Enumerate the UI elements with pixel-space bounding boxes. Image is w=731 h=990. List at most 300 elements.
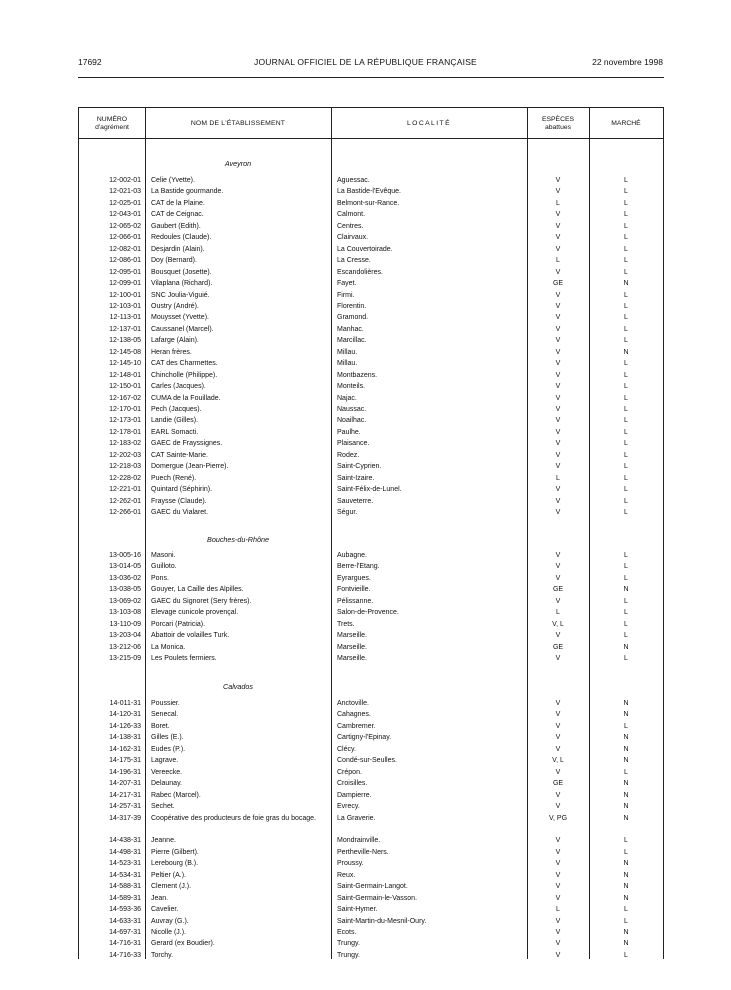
nom-cell: Landie (Gilles).	[151, 417, 199, 425]
especes-cell: GE	[552, 586, 564, 594]
nom-cell: Auvray (G.).	[151, 917, 189, 925]
localite-cell: Rodez.	[337, 451, 360, 459]
nom-cell: Gouyer, La Caille des Alpilles.	[151, 586, 244, 594]
marche-cell: N	[623, 586, 629, 594]
marche-cell: L	[624, 428, 628, 436]
table-row	[79, 767, 663, 779]
header-numero-line2: d'agrément	[95, 123, 129, 131]
nom-cell: Vilaplana (Richard).	[151, 280, 213, 288]
especes-cell: V	[555, 486, 561, 494]
nom-cell: CAT Sainte-Marie.	[151, 451, 208, 459]
marche-cell: L	[624, 314, 628, 322]
table-row	[79, 209, 663, 221]
localite-cell: Fayet.	[337, 280, 357, 288]
marche-cell: L	[624, 655, 628, 663]
localite-cell: Clairvaux.	[337, 234, 369, 242]
marche-cell: L	[624, 451, 628, 459]
header-numero-line1: NUMÉRO	[96, 116, 128, 123]
localite-cell: Noailhac.	[337, 417, 367, 425]
especes-cell: V	[555, 440, 561, 448]
table-row	[79, 630, 663, 642]
page-number: 17692	[78, 57, 102, 67]
marche-cell: N	[623, 711, 629, 719]
table-row	[79, 484, 663, 496]
localite-cell: Centres.	[337, 222, 364, 230]
department-heading: Bouches-du-Rhône	[207, 535, 269, 544]
table-row	[79, 790, 663, 802]
especes-cell: GE	[552, 643, 564, 651]
marche-cell: L	[624, 497, 628, 505]
department-heading: Aveyron	[224, 159, 252, 168]
table-row	[79, 335, 663, 347]
table-row	[79, 415, 663, 427]
numero-cell: 12-002-01	[109, 177, 141, 184]
table-row	[79, 244, 663, 256]
especes-cell: V	[555, 597, 561, 605]
page-header	[0, 57, 731, 71]
numero-cell: 12-025-01	[109, 199, 141, 207]
table-row	[79, 232, 663, 244]
marche-cell: L	[624, 360, 628, 368]
nom-cell: Poussier.	[151, 700, 180, 707]
especes-cell: V, PG	[548, 814, 568, 822]
localite-cell: Trungy.	[337, 940, 360, 948]
marche-cell: L	[624, 245, 628, 253]
nom-cell: Jean.	[151, 894, 169, 902]
numero-cell: 12-043-01	[109, 211, 141, 219]
especes-cell: V	[555, 463, 561, 471]
nom-cell: Porcari (Patricia).	[151, 620, 206, 628]
especes-cell: V	[555, 417, 561, 425]
marche-cell: L	[624, 463, 628, 471]
marche-cell: L	[624, 371, 628, 379]
numero-cell: 12-202-03	[109, 451, 141, 459]
especes-cell: V	[555, 406, 561, 413]
table-row	[79, 847, 663, 859]
localite-cell: Marseille.	[337, 632, 367, 640]
numero-cell: 12-145-10	[109, 360, 141, 368]
nom-cell: Chincholle (Philippe).	[151, 371, 218, 379]
nom-cell: Lerebourg (B.).	[151, 860, 199, 868]
nom-cell: Puech (René).	[151, 474, 197, 482]
marche-cell: N	[623, 643, 629, 651]
nom-cell: GAEC de Frayssignes.	[151, 440, 223, 448]
table-row	[79, 324, 663, 336]
marche-cell: N	[623, 734, 629, 742]
localite-cell: Salon-de-Provence.	[337, 609, 399, 617]
numero-cell: 14-257-31	[109, 803, 141, 811]
especes-cell: V	[555, 383, 561, 391]
especes-cell: V	[555, 837, 561, 845]
numero-cell: 12-095-01	[109, 268, 141, 276]
marche-cell: L	[624, 597, 628, 605]
table-row	[79, 301, 663, 313]
numero-cell: 12-086-01	[109, 257, 141, 265]
numero-cell: 14-317-39	[109, 814, 141, 822]
establishments-table	[78, 107, 664, 959]
numero-cell: 12-183-02	[109, 440, 141, 448]
numero-cell: 13-203-04	[109, 632, 141, 640]
table-row	[79, 370, 663, 382]
localite-cell: Millau.	[337, 360, 358, 368]
especes-cell: L	[556, 609, 560, 617]
especes-cell: V	[555, 848, 561, 856]
especes-cell: V	[555, 734, 561, 742]
table-row	[79, 450, 663, 462]
especes-cell: V	[555, 268, 561, 276]
header-numero	[79, 108, 145, 139]
nom-cell: Doy (Bernard).	[151, 257, 197, 265]
especes-cell: L	[556, 474, 560, 482]
marche-cell: L	[624, 440, 628, 448]
marche-cell: L	[624, 234, 628, 242]
marche-cell: N	[623, 883, 629, 891]
localite-cell: Trungy.	[337, 951, 360, 959]
localite-cell: Reux.	[337, 871, 356, 879]
localite-cell: Plaisance.	[337, 440, 370, 448]
especes-cell: V, L	[552, 757, 564, 765]
table-row	[79, 381, 663, 393]
nom-cell: Fraysse (Claude).	[151, 497, 207, 505]
numero-cell: 12-167-02	[109, 394, 141, 402]
nom-cell: Lafarge (Alain).	[151, 337, 199, 345]
marche-cell: L	[624, 211, 628, 219]
nom-cell: Eudes (P.).	[151, 745, 186, 753]
marche-cell: L	[624, 199, 628, 207]
numero-cell: 14-217-31	[109, 791, 141, 799]
table-row	[79, 698, 663, 710]
numero-cell: 12-221-01	[109, 486, 141, 494]
especes-cell: V	[555, 860, 561, 868]
table-row	[79, 755, 663, 767]
marche-cell: L	[624, 574, 628, 582]
especes-cell: V	[555, 509, 561, 517]
table-row	[79, 496, 663, 508]
numero-cell: 14-011-31	[109, 700, 141, 707]
numero-cell: 12-021-03	[109, 188, 141, 196]
localite-cell: Anctoville.	[337, 700, 369, 707]
especes-cell: V	[555, 371, 561, 379]
table-row	[79, 221, 663, 233]
nom-cell: CAT de Ceignac.	[151, 211, 204, 219]
header-nom: NOM DE L'ÉTABLISSEMENT	[190, 119, 286, 127]
especes-cell: V	[555, 894, 561, 902]
especes-cell: V	[555, 552, 561, 559]
table-header	[79, 108, 663, 139]
table-row	[79, 278, 663, 290]
localite-cell: Calmont.	[337, 211, 366, 219]
marche-cell: L	[624, 268, 628, 276]
nom-cell: Lagrave.	[151, 757, 179, 765]
marche-cell: L	[624, 609, 628, 617]
marche-cell: L	[624, 177, 628, 184]
table-row	[79, 175, 663, 187]
table-row	[79, 596, 663, 608]
localite-cell: Marcillac.	[337, 337, 367, 345]
numero-cell: 12-173-01	[109, 417, 141, 425]
table-row	[79, 290, 663, 302]
especes-cell: V	[555, 451, 561, 459]
table-row	[79, 778, 663, 790]
nom-cell: CAT de la Plaine.	[151, 199, 205, 207]
nom-cell: Desjardin (Alain).	[151, 245, 205, 253]
nom-cell: Cavelier.	[151, 906, 179, 914]
numero-cell: 14-716-33	[109, 951, 141, 959]
table-row	[79, 904, 663, 916]
nom-cell: Gilles (E.).	[151, 734, 184, 742]
table-row	[79, 473, 663, 485]
table-row	[79, 653, 663, 665]
numero-cell: 14-120-31	[109, 711, 141, 719]
marche-cell: L	[624, 486, 628, 494]
localite-cell: Marseille.	[337, 655, 367, 663]
nom-cell: Caussanel (Marcel).	[151, 325, 214, 333]
table-row	[79, 347, 663, 359]
localite-cell: Fontvieille.	[337, 586, 371, 594]
table-row	[79, 744, 663, 756]
table-row	[79, 358, 663, 370]
header-especes	[527, 108, 589, 139]
nom-cell: Bousquet (Josette).	[151, 268, 212, 276]
localite-cell: Cartigny-l'Epinay.	[337, 734, 392, 742]
table-row	[79, 835, 663, 847]
marche-cell: N	[623, 280, 629, 288]
especes-cell: V	[555, 337, 561, 345]
table-row	[79, 721, 663, 733]
numero-cell: 12-113-01	[109, 314, 141, 322]
table-row	[79, 607, 663, 619]
header-especes-line2: abattues	[544, 123, 572, 131]
marche-cell: L	[624, 768, 628, 776]
nom-cell: Jeanne.	[151, 837, 176, 845]
localite-cell: Pélissanne.	[337, 597, 374, 605]
table-row	[79, 461, 663, 473]
marche-cell: N	[623, 348, 629, 356]
numero-cell: 13-014-05	[109, 563, 141, 571]
especes-cell: V	[555, 325, 561, 333]
localite-cell: Naussac.	[337, 406, 367, 413]
department-heading: Calvados	[223, 682, 253, 691]
nom-cell: Pierre (Gilbert).	[151, 848, 199, 856]
especes-cell: V	[555, 951, 561, 959]
numero-cell: 13-038-05	[109, 586, 141, 594]
marche-cell: N	[623, 780, 629, 788]
marche-cell: L	[624, 563, 628, 571]
especes-cell: V	[555, 234, 561, 242]
marche-cell: L	[624, 917, 628, 925]
especes-cell: V	[555, 245, 561, 253]
localite-cell: La Couvertoirade.	[337, 245, 393, 253]
header-especes-line1: ESPÈCES	[541, 116, 575, 123]
especes-cell: V	[555, 360, 561, 368]
especes-cell: V	[555, 745, 561, 753]
table-row	[79, 584, 663, 596]
localite-cell: Saint-Félix-de-Lunel.	[337, 486, 402, 494]
table-row	[79, 427, 663, 439]
table-row	[79, 561, 663, 573]
nom-cell: Nicolle (J.).	[151, 929, 187, 936]
especes-cell: GE	[552, 780, 564, 788]
table-row	[79, 438, 663, 450]
numero-cell: 14-534-31	[109, 871, 141, 879]
numero-cell: 12-065-02	[109, 222, 141, 230]
table-row	[79, 709, 663, 721]
numero-cell: 12-218-03	[109, 463, 141, 471]
marche-cell: L	[624, 837, 628, 845]
especes-cell: V	[555, 883, 561, 891]
table-row	[79, 393, 663, 405]
numero-cell: 12-138-05	[109, 337, 141, 345]
nom-cell: Domergue (Jean-Pierre).	[151, 463, 229, 471]
numero-cell: 14-175-31	[109, 757, 141, 765]
nom-cell: EARL Somacti.	[151, 428, 199, 436]
nom-cell: Vereecke.	[151, 768, 183, 776]
nom-cell: Boret.	[151, 722, 170, 730]
header-marche: MARCHÉ	[611, 119, 641, 127]
localite-cell: Mondrainville.	[337, 837, 381, 845]
numero-cell: 14-593-36	[109, 906, 141, 914]
numero-cell: 13-212-06	[109, 643, 141, 651]
header-rule	[78, 77, 664, 78]
numero-cell: 13-110-09	[109, 620, 141, 628]
table-row	[79, 312, 663, 324]
localite-cell: Trets.	[337, 620, 355, 628]
marche-cell: L	[624, 291, 628, 299]
especes-cell: V	[555, 428, 561, 436]
numero-cell: 14-716-31	[109, 940, 141, 948]
marche-cell: N	[623, 940, 629, 948]
nom-cell: Guilloto.	[151, 563, 177, 571]
marche-cell: N	[623, 700, 629, 707]
especes-cell: V	[555, 188, 561, 196]
numero-cell: 13-036-02	[109, 574, 141, 582]
numero-cell: 12-170-01	[109, 406, 141, 413]
marche-cell: L	[624, 337, 628, 345]
especes-cell: V	[555, 314, 561, 322]
table-row	[79, 404, 663, 416]
especes-cell: V	[555, 177, 561, 184]
numero-cell: 12-103-01	[109, 302, 141, 310]
localite-cell: Evrecy.	[337, 803, 360, 811]
localite-cell: Clécy.	[337, 745, 356, 753]
localite-cell: Saint-Hymer.	[337, 906, 378, 914]
numero-cell: 13-103-08	[109, 609, 141, 617]
nom-cell: La Bastide gourmande.	[151, 188, 224, 196]
nom-cell: Clement (J.).	[151, 883, 192, 891]
localite-cell: Monteils.	[337, 383, 366, 391]
numero-cell: 14-138-31	[109, 734, 141, 742]
table-row	[79, 881, 663, 893]
marche-cell: N	[623, 860, 629, 868]
numero-cell: 14-589-31	[109, 894, 141, 902]
marche-cell: N	[623, 871, 629, 879]
table-row	[79, 950, 663, 962]
marche-cell: L	[624, 325, 628, 333]
numero-cell: 12-082-01	[109, 245, 141, 253]
table-row	[79, 813, 663, 836]
table-row	[79, 267, 663, 279]
numero-cell: 12-099-01	[109, 280, 141, 288]
marche-cell: L	[624, 222, 628, 230]
marche-cell: L	[624, 509, 628, 517]
numero-cell: 12-266-01	[109, 509, 141, 517]
marche-cell: L	[624, 906, 628, 914]
numero-cell: 14-162-31	[109, 745, 141, 753]
marche-cell: N	[623, 814, 629, 822]
localite-cell: Croisilles.	[337, 780, 368, 788]
especes-cell: V	[555, 791, 561, 799]
marche-cell: N	[623, 791, 629, 799]
especes-cell: V	[555, 574, 561, 582]
marche-cell: N	[623, 745, 629, 753]
nom-cell: Abattoir de volailles Turk.	[151, 632, 230, 640]
nom-cell: Heran frères.	[151, 348, 192, 356]
nom-cell: Sechet.	[151, 803, 175, 811]
localite-cell: Cahagnes.	[337, 711, 371, 719]
especes-cell: GE	[552, 280, 564, 288]
nom-cell: Mouysset (Yvette).	[151, 314, 209, 322]
numero-cell: 12-178-01	[109, 428, 141, 436]
especes-cell: L	[556, 199, 560, 207]
numero-cell: 14-126-33	[109, 722, 141, 730]
table-row	[79, 858, 663, 870]
localite-cell: Belmont-sur-Rance.	[337, 199, 400, 207]
numero-cell: 12-145-08	[109, 348, 141, 356]
especes-cell: V	[555, 803, 561, 811]
especes-cell: V	[555, 711, 561, 719]
localite-cell: Najac.	[337, 394, 357, 402]
localite-cell: Millau.	[337, 348, 358, 356]
nom-cell: La Monica.	[151, 643, 186, 651]
nom-cell: Redoules (Claude).	[151, 234, 212, 242]
numero-cell: 13-005-16	[109, 552, 141, 559]
numero-cell: 12-228-02	[109, 474, 141, 482]
marche-cell: N	[623, 894, 629, 902]
nom-cell: Gaubert (Edith).	[151, 222, 201, 230]
nom-cell: CUMA de la Fouillade.	[151, 394, 221, 402]
table-row	[79, 507, 663, 519]
numero-cell: 12-150-01	[109, 383, 141, 391]
nom-cell: Oustry (André).	[151, 302, 199, 310]
localite-cell: Aubagne.	[337, 552, 367, 559]
journal-title: JOURNAL OFFICIEL DE LA RÉPUBLIQUE FRANÇAISE	[254, 57, 477, 67]
nom-cell: Elevage cunicole provençal.	[151, 609, 239, 617]
nom-cell: Senecal.	[151, 711, 179, 719]
numero-cell: 13-069-02	[109, 597, 141, 605]
table-row	[79, 893, 663, 905]
especes-cell: V, L	[552, 620, 564, 628]
especes-cell: V	[555, 394, 561, 402]
table-row	[79, 732, 663, 744]
marche-cell: N	[623, 929, 629, 936]
localite-cell: Ecots.	[337, 929, 357, 936]
especes-cell: V	[555, 768, 561, 776]
numero-cell: 14-697-31	[109, 929, 141, 936]
especes-cell: V	[555, 348, 561, 356]
marche-cell: L	[624, 620, 628, 628]
marche-cell: L	[624, 417, 628, 425]
especes-cell: V	[555, 929, 561, 936]
especes-cell: V	[555, 497, 561, 505]
especes-cell: V	[555, 291, 561, 299]
especes-cell: V	[555, 700, 561, 707]
nom-cell: CAT des Charmettes.	[151, 360, 218, 368]
localite-cell: Manhac.	[337, 325, 364, 333]
localite-cell: La Graverie.	[337, 814, 376, 822]
nom-cell: Pech (Jacques).	[151, 406, 202, 413]
table-row	[79, 186, 663, 198]
publication-date: 22 novembre 1998	[592, 57, 663, 67]
